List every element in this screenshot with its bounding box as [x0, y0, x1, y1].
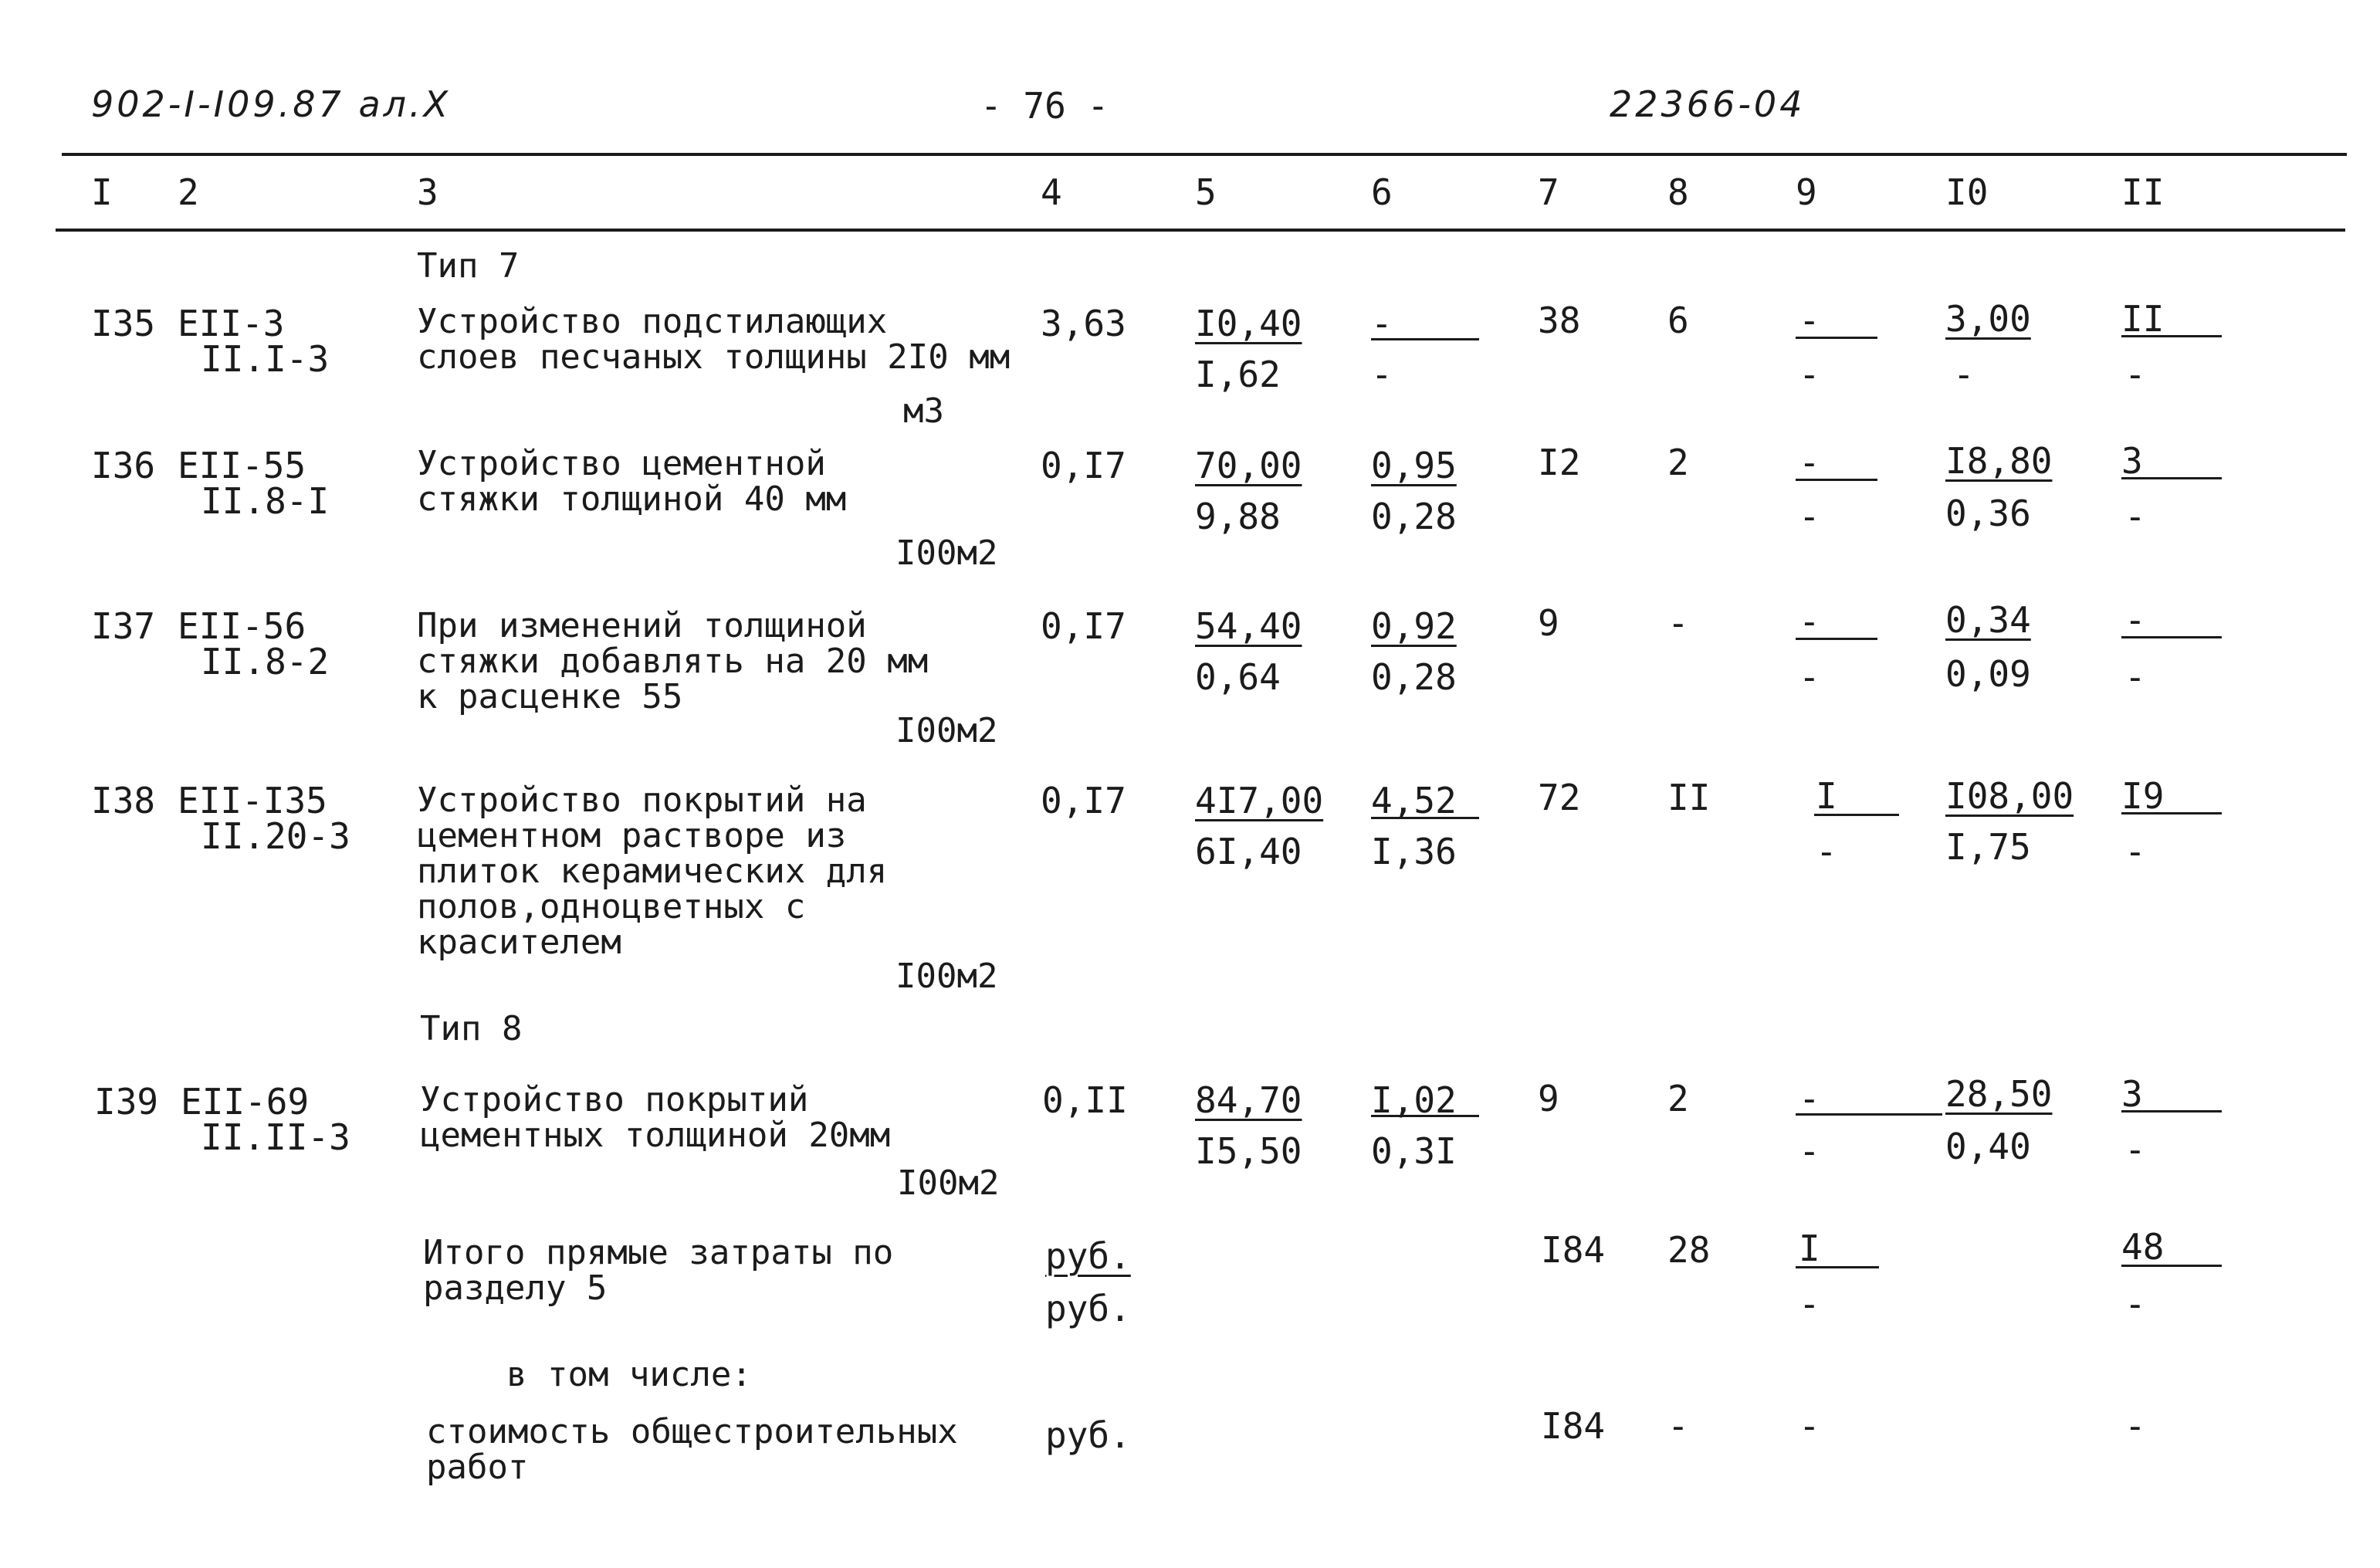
unit-cost-total: 70,00	[1195, 445, 1302, 486]
labor-per-unit: 0,34	[1945, 599, 2031, 641]
machine-wages: -	[1371, 354, 1393, 395]
including-cost: I84	[1541, 1405, 1606, 1447]
including-item-line: работ	[426, 1448, 529, 1487]
work-description-line: цементном растворе из	[417, 816, 847, 855]
total-wages: 2	[1667, 1078, 1689, 1119]
section-type-8: Тип 8	[420, 1009, 523, 1048]
unit-cost-total: 54,40	[1195, 605, 1302, 647]
unit-of-measure: I00м2	[895, 711, 998, 750]
machine-cost: 0,95	[1371, 445, 1457, 486]
machine-cost: I,02	[1371, 1079, 1457, 1121]
work-description-line: Устройство покрытий	[420, 1080, 809, 1119]
page-number: - 76 -	[980, 85, 1109, 127]
totals-machines-wages: -	[1799, 1283, 1820, 1325]
totals-wages: 28	[1667, 1229, 1711, 1271]
labor-machinists-total: -	[2124, 354, 2146, 395]
rate-subcode: II.8-I	[201, 480, 330, 522]
column-header-3: 3	[417, 171, 438, 213]
labor-machinists-total: -	[2124, 656, 2146, 698]
work-description-line: Устройство цементной	[417, 444, 826, 483]
including-machines: -	[1799, 1405, 1820, 1447]
including-labor: -	[2124, 1405, 2146, 1447]
work-description-line: к расценке 55	[417, 677, 683, 716]
column-header-6: 6	[1371, 171, 1393, 213]
labor-total: -	[2124, 599, 2146, 641]
header-rule	[56, 229, 2345, 232]
quantity: 0,I7	[1041, 605, 1126, 647]
quantity: 0,I7	[1041, 445, 1126, 486]
total-cost: 9	[1538, 602, 1559, 644]
unit-cost-wages: I,62	[1195, 354, 1281, 395]
labor-per-unit: 3,00	[1945, 298, 2031, 340]
column-header-8: 8	[1667, 171, 1689, 213]
machine-wages: 0,3I	[1371, 1130, 1457, 1172]
totals-cost: I84	[1541, 1229, 1606, 1271]
total-machines-wages: -	[1799, 496, 1820, 537]
total-machines: I	[1816, 775, 1837, 817]
labor-per-unit: 28,50	[1945, 1073, 2053, 1115]
rate-subcode: II.8-2	[201, 641, 330, 682]
total-cost: I2	[1538, 442, 1581, 483]
total-machines-wages: -	[1799, 354, 1820, 395]
labor-machinists-per-unit: 0,40	[1945, 1126, 2031, 1167]
unit-cost-wages: 9,88	[1195, 496, 1281, 537]
labor-machinists-per-unit: I,75	[1945, 826, 2031, 868]
unit-cost-total: 84,70	[1195, 1079, 1302, 1121]
total-machines: -	[1799, 300, 1820, 341]
rate-subcode: II.20-3	[201, 815, 350, 857]
registration-number: 22366-04	[1610, 83, 1806, 125]
machine-cost: 0,92	[1371, 605, 1457, 647]
total-wages: II	[1667, 777, 1711, 818]
work-description-line: цементных толщиной 20мм	[420, 1116, 891, 1155]
total-wages: 6	[1667, 300, 1689, 341]
machine-cost: -	[1371, 303, 1393, 344]
labor-total: I9	[2121, 775, 2165, 817]
labor-total: II	[2121, 298, 2165, 340]
work-description-line: стяжки толщиной 40 мм	[417, 479, 847, 519]
column-header-1: I	[91, 171, 113, 213]
total-machines-wages: -	[1816, 831, 1837, 872]
machine-wages: 0,28	[1371, 656, 1457, 698]
rate-code: EII-69	[181, 1081, 310, 1123]
totals-label-line: разделу 5	[423, 1268, 608, 1308]
unit-of-measure: I00м2	[895, 533, 998, 573]
labor-machinists-total: -	[2124, 831, 2146, 872]
work-description-line: При изменений толщиной	[417, 606, 867, 645]
machine-wages: I,36	[1371, 831, 1457, 872]
work-description-line: Устройство покрытий на	[417, 781, 867, 820]
unit-cost-total: I0,40	[1195, 303, 1302, 344]
column-header-7: 7	[1538, 171, 1559, 213]
row-number: I38	[91, 780, 156, 821]
unit-cost-total: 4I7,00	[1195, 780, 1324, 821]
total-machines: -	[1799, 1078, 1820, 1119]
column-header-4: 4	[1041, 171, 1062, 213]
labor-machinists-total: -	[2124, 1129, 2146, 1170]
top-rule	[62, 153, 2347, 156]
unit-of-measure: I00м2	[897, 1163, 1000, 1203]
total-wages: -	[1667, 602, 1689, 644]
unit-of-measure: м3	[903, 391, 944, 431]
total-cost: 9	[1538, 1078, 1559, 1119]
quantity: 0,I7	[1041, 780, 1126, 821]
labor-total: 3	[2121, 440, 2143, 482]
row-number: I35	[91, 303, 156, 344]
total-machines-wages: -	[1799, 1130, 1820, 1172]
rate-code: EII-56	[178, 605, 306, 647]
row-number: I39	[94, 1081, 159, 1123]
total-machines: -	[1799, 601, 1820, 642]
work-description-line: слоев песчаных толщины 2I0 мм	[417, 337, 1011, 377]
quantity: 3,63	[1041, 303, 1126, 344]
rate-code: EII-3	[178, 303, 285, 344]
unit-cost-wages: 6I,40	[1195, 831, 1302, 872]
totals-labor: 48	[2121, 1226, 2165, 1268]
column-header-5: 5	[1195, 171, 1217, 213]
column-header-2: 2	[178, 171, 199, 213]
total-wages: 2	[1667, 442, 1689, 483]
totals-unit: руб.	[1045, 1235, 1131, 1277]
including-unit: руб.	[1045, 1414, 1131, 1456]
rate-subcode: II.II-3	[201, 1116, 350, 1158]
unit-cost-wages: I5,50	[1195, 1130, 1302, 1172]
section-type-7: Тип 7	[417, 246, 520, 286]
totals-labor-machinists: -	[2124, 1283, 2146, 1325]
labor-machinists-total: -	[2124, 496, 2146, 537]
row-number: I36	[91, 445, 156, 486]
column-header-11: II	[2121, 171, 2165, 213]
column-header-9: 9	[1796, 171, 1817, 213]
rate-code: EII-I35	[178, 780, 327, 821]
total-cost: 72	[1538, 777, 1581, 818]
work-description-line: Устройство подстилающих	[417, 302, 888, 341]
row-number: I37	[91, 605, 156, 647]
including-item-line: стоимость общестроительных	[426, 1412, 958, 1451]
labor-total: 3	[2121, 1073, 2143, 1115]
including-label: в том числе:	[506, 1355, 752, 1394]
work-description-line: полов,одноцветных с	[417, 887, 806, 926]
totals-label-line: Итого прямые затраты по	[423, 1233, 894, 1272]
including-wages: -	[1667, 1405, 1689, 1447]
totals-machines: I	[1799, 1228, 1820, 1269]
unit-cost-wages: 0,64	[1195, 656, 1281, 698]
total-machines-wages: -	[1799, 656, 1820, 698]
rate-code: EII-55	[178, 445, 306, 486]
machine-cost: 4,52	[1371, 780, 1457, 821]
quantity: 0,II	[1042, 1079, 1128, 1121]
work-description-line: плиток керамических для	[417, 852, 888, 891]
labor-per-unit: I08,00	[1945, 775, 2074, 817]
work-description-line: стяжки добавлять на 20 мм	[417, 642, 929, 681]
column-header-10: I0	[1945, 171, 1989, 213]
rate-subcode: II.I-3	[201, 338, 330, 380]
work-description-line: красителем	[417, 923, 621, 962]
labor-machinists-per-unit: -	[1953, 354, 1975, 395]
document-code: 902-I-I09.87 ал.X	[91, 83, 452, 125]
machine-wages: 0,28	[1371, 496, 1457, 537]
labor-per-unit: I8,80	[1945, 440, 2053, 482]
labor-machinists-per-unit: 0,36	[1945, 493, 2031, 534]
totals-unit: руб.	[1045, 1288, 1131, 1329]
unit-of-measure: I00м2	[895, 957, 998, 996]
total-machines: -	[1799, 442, 1820, 483]
labor-machinists-per-unit: 0,09	[1945, 653, 2031, 695]
total-cost: 38	[1538, 300, 1581, 341]
